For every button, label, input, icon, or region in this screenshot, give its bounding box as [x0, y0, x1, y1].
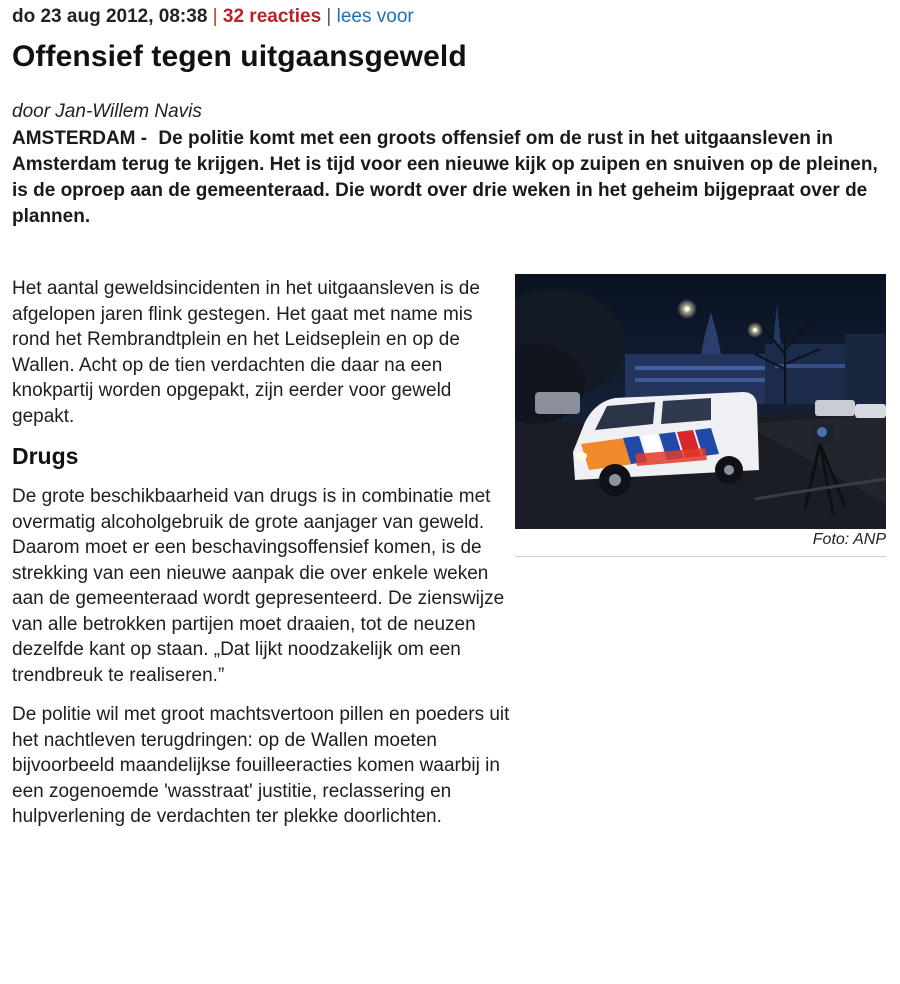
publish-date: do 23 aug 2012, 08:38 — [12, 6, 208, 27]
body-paragraph: Het aantal geweldsincidenten in het uitgaansleven is de afgelopen jaren flink gestegen. Het gaat met name mis rond het Rembrandtplein en het Leidseplein en op de Wallen. Acht op de tien verdachten die daar na een knokpartij worden opgepakt, zijn eerder voor geweld gepakt. — [12, 278, 480, 427]
police-van-night-photo — [515, 274, 886, 529]
dateline: AMSTERDAM - — [12, 128, 148, 149]
comments-link[interactable]: 32 reacties — [222, 6, 322, 27]
read-aloud-link[interactable]: lees voor — [336, 6, 414, 27]
caption-divider — [515, 556, 886, 557]
section-heading: Drugs — [12, 443, 79, 469]
meta-separator: | — [212, 6, 218, 27]
lead-text: De politie komt met een groots offensief om de rust in het uitgaansleven in Amsterdam terug te krijgen. Het is tijd voor een nieuwe kijk op zuipen en snuiven op de pleinen, is de oproep aan de gemeenteraad. Die wordt over drie weken in het geheim bijgepraat over de plannen. — [12, 128, 878, 227]
article-title: Offensief tegen uitgaansgeweld — [12, 40, 467, 73]
body-paragraph: De grote beschikbaarheid van drugs is in combinatie met overmatig alcoholgebruik de grote aanjager van geweld. Daarom moet er een beschavingsoffensief komen, is de strekking van een nieuwe aanpak die over enkele weken aan de gemeenteraad wordt gepresenteerd. De zienswijze van alle betrokken partijen moet draaien, tot de neuzen dezelfde kant op staan. „Dat lijkt noodzakelijk om een trendbreuk te realiseren.” — [12, 486, 505, 686]
article-meta — [12, 6, 414, 28]
body-paragraph: De politie wil met groot machtsvertoon pillen en poeders uit het nachtleven terugdringen: op de Wallen moeten bijvoorbeeld maandelijkse fouilleeracties komen waarbij in een zogenoemde 'wasstraat' justitie, reclassering en hulpverlening de verdachten ter plekke doorlichten. — [12, 704, 510, 827]
article-body — [12, 276, 512, 844]
photo-caption: Foto: ANP — [812, 531, 886, 548]
article-lead — [12, 126, 882, 230]
byline: door Jan-Willem Navis — [12, 101, 202, 122]
article-photo[interactable] — [515, 274, 886, 529]
meta-separator: | — [326, 6, 332, 27]
